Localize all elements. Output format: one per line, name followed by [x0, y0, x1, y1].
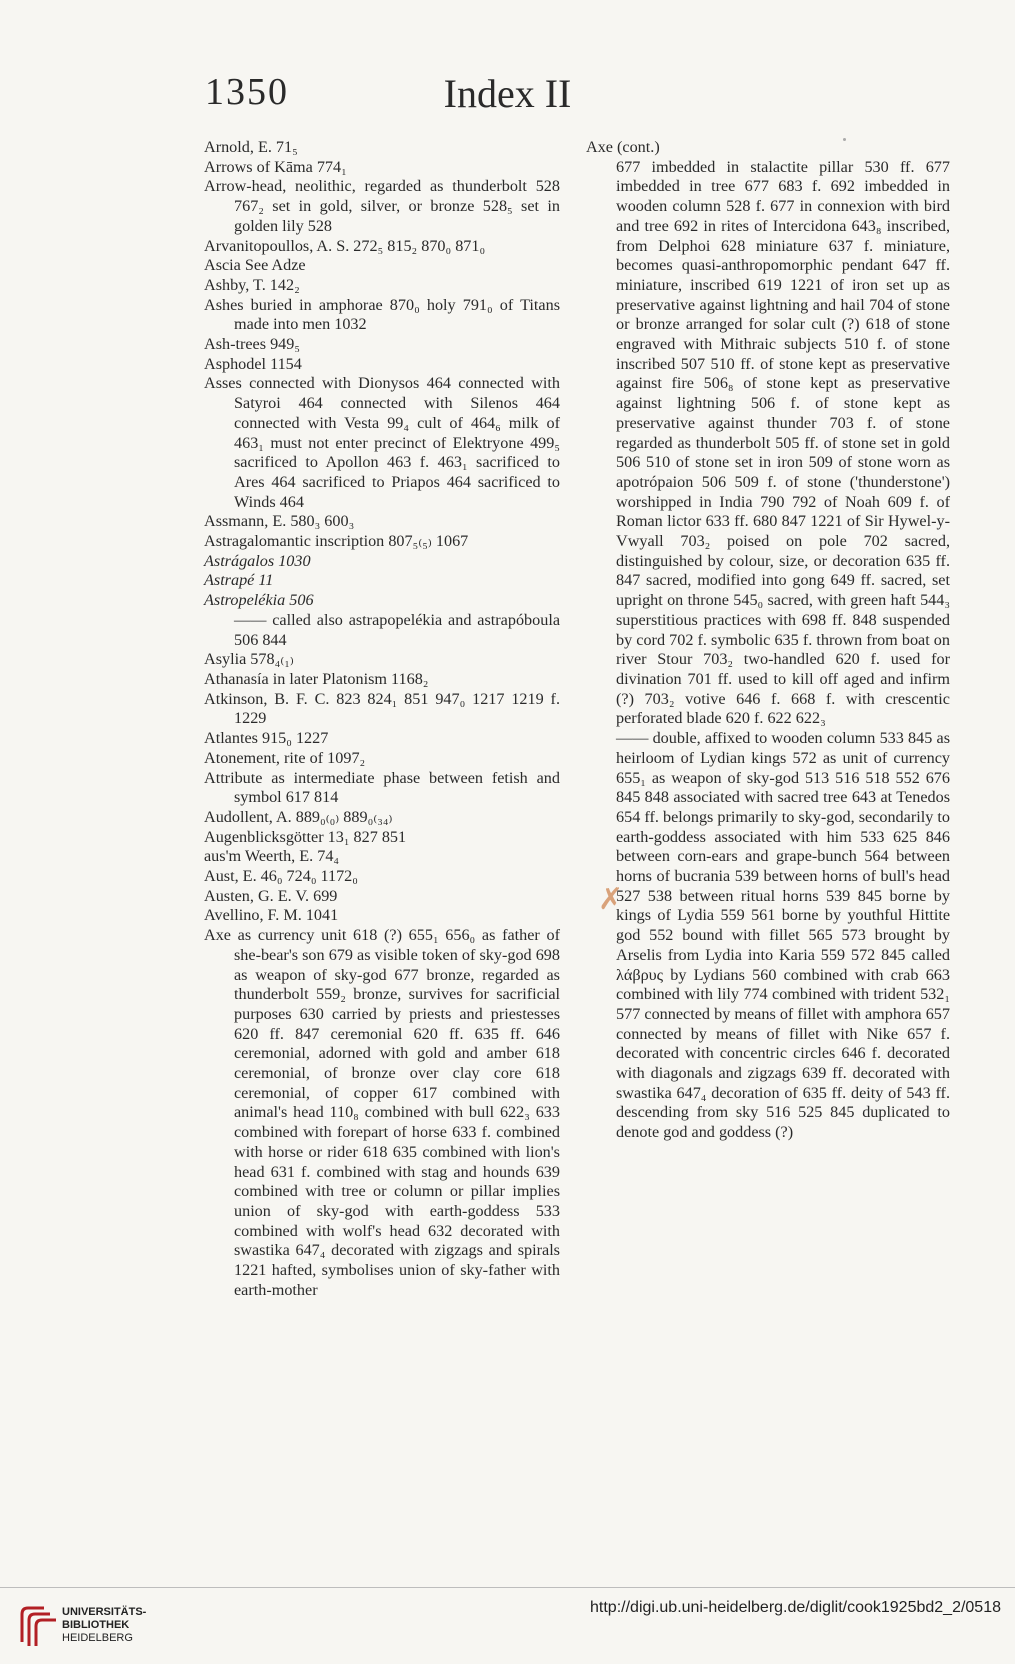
- index-entry: Ashby, T. 142₂: [204, 275, 300, 294]
- right-column: [586, 138, 950, 1143]
- page-title: Index II: [443, 71, 572, 116]
- index-entry: Atkinson, B. F. C. 823 824₁ 851 947₀ 1217 1219 f. 1229: [204, 689, 560, 728]
- index-entry: Ascia See Adze: [204, 256, 306, 275]
- index-entry: Arvanitopoullos, A. S. 272₅ 815₂ 870₀ 871₀: [204, 236, 486, 255]
- index-entry: Asses connected with Dionysos 464 connected with Satyroi 464 connected with Silenos 464 connected with Vesta 99₄ cult of 464₆ milk of 463₁ must not enter precinct of Elektryone 499₅ sacrificed to Apollon 463 f. 463₁ sacrificed to Ares 464 sacrificed to Priapos 464 sacrificed to Winds 464: [204, 374, 560, 511]
- index-entry: Audollent, A. 889₀₍₀₎ 889₀₍₃₄₎: [204, 807, 393, 826]
- footer-divider: [0, 1587, 1015, 1588]
- index-entry: Astragalomantic inscription 807₅₍₅₎ 1067: [204, 532, 469, 551]
- index-entry: Arrows of Kāma 774₁: [204, 157, 347, 176]
- library-line-3: HEIDELBERG: [62, 1632, 133, 1644]
- index-entry: Aust, E. 46₀ 724₀ 1172₀: [204, 867, 358, 886]
- index-entry: Arnold, E. 71₅: [204, 138, 298, 156]
- index-entry: Asylia 578₄₍₁₎: [204, 650, 294, 669]
- index-entry: Assmann, E. 580₃ 600₃: [204, 512, 355, 531]
- index-entry: aus'm Weerth, E. 74₄: [204, 847, 340, 866]
- index-entry: Astrapé 11: [204, 571, 274, 590]
- index-entry: Ash-trees 949₅: [204, 335, 301, 354]
- index-entry: Avellino, F. M. 1041: [204, 906, 339, 925]
- index-entry: Atlantes 915₀ 1227: [204, 729, 329, 748]
- index-entry: Augenblicksgötter 13₁ 827 851: [204, 827, 407, 846]
- index-sub-entry: —— called also astrapopelékia and astrapóboula 506 844: [234, 610, 560, 649]
- index-entry: Attribute as intermediate phase between fetish and symbol 617 814: [204, 768, 560, 807]
- library-line-2: BIBLIOTHEK: [62, 1619, 130, 1631]
- library-name: [62, 1606, 146, 1645]
- index-entry: Astropelékia 506: [204, 591, 314, 610]
- index-sub-entry: —— double, affixed to wooden column 533 845 as heirloom of Lydian kings 572 as unit of currency 655₁ as weapon of sky-god 513 516 518 552 676 845 848 associated with sacred tree 643 at Tenedos 654 ff. belongs primarily to sky-god, secondarily to earth-goddess associated with him 533 625 846 between corn-ears and grape-bunch 564 between horns of bucrania 539 between horns of bull's head 527 538 between ritual horns 539 845 borne by kings of Lydia 559 561 borne by youthful Hittite god 552 bound with fillet 565 573 brought by Arselis from Lydia into Karia 559 572 845 called λάβρυς by Lydians 560 combined with crab 663 combined with lily 774 combined with trident 532₁ 577 connected by means of fillet with amphora 657 connected by means of fillet with Nike 657 f. decorated with concentric circles 646 f. decorated with diagonals and zigzags 639 ff. decorated with swastika 647₄ decoration of 635 ff. deity of 543 ff. descending from sky 516 525 845 duplicated to denote god and goddess (?): [616, 729, 950, 1142]
- index-continued-body: 677 imbedded in stalactite pillar 530 ff. 677 imbedded in tree 677 683 f. 692 imbedded in wooden column 528 f. 677 in connexion with bird and tree 692 in rites of Intercidona 643₈ inscribed, from Delphoi 628 miniature 637 f. miniature, becomes quasi-anthropomorphic pendant 647 ff. miniature, inscribed 619 1221 of iron set up as preservative against lightning and hail 704 of stone or bronze arranged for solar cult (?) 618 of stone engraved with Mithraic subjects 510 f. of stone inscribed 507 510 ff. of stone kept as preservative against fire 506₈ of stone kept as preservative against lightning 506 f. of stone kept as preservative against thunder 703 f. of stone regarded as thunderbolt 505 ff. of stone set in gold 506 510 of stone set in iron 509 of stone worn as apotrópaion 506 509 f. of stone ('thunderstone') worshipped in India 790 792 of Noah 609 f. of Roman lictor 633 ff. 680 847 1221 of Sir Hywel-y-Vwyall 703₂ poised on pole 702 sacred, distinguished by colour, size, or decoration 635 ff. 847 sacred, modified into gong 649 ff. sacred, set upright on throne 545₀ sacred, with green haft 544₃ superstitious practices with 698 ff. 848 suspended by cord 702 f. symbolic 635 f. thrown from boat on river Stour 703₂ two-handled 620 f. used for divination 701 ff. used to kill off aged and infirm (?) 703₂ votive 646 f. 668 f. with crescentic perforated blade 620 f. 622 622₃: [616, 157, 950, 728]
- index-entry: Asphodel 1154: [204, 354, 302, 373]
- index-entry: Atonement, rite of 1097₂: [204, 748, 366, 767]
- library-logo-icon: [14, 1602, 64, 1652]
- pencil-mark-icon: ✗: [598, 882, 624, 917]
- index-entry: Arrow-head, neolithic, regarded as thunderbolt 528 767₂ set in gold, silver, or bronze 528₅ set in golden lily 528: [204, 177, 560, 235]
- index-entry: Athanasía in later Platonism 1168₂: [204, 669, 429, 688]
- index-entry: Austen, G. E. V. 699: [204, 886, 338, 905]
- left-column: [204, 138, 560, 1300]
- source-url[interactable]: http://digi.ub.uni-heidelberg.de/diglit/cook1925bd2_2/0518: [590, 1599, 1001, 1616]
- index-continued-heading: Axe (cont.): [586, 138, 660, 156]
- index-entry: Astrágalos 1030: [204, 551, 311, 570]
- library-line-1: UNIVERSITÄTS-: [62, 1606, 147, 1618]
- index-entry: Axe as currency unit 618 (?) 655₁ 656₀ as father of she-bear's son 679 as visible token of sky-god 698 as weapon of sky-god 677 bronze, regarded as thunderbolt 559₂ bronze, survives for sacrificial purposes 630 carried by priests and priestesses 620 ff. 847 ceremonial 620 ff. 635 ff. 646 ceremonial, adorned with gold and amber 618 ceremonial, of bronze over clay core 618 ceremonial, of copper 617 combined with animal's head 110₈ combined with bull 622₃ 633 combined with forepart of horse 633 f. combined with horse or rider 618 635 combined with lion's head 631 f. combined with stag and hounds 639 combined with tree or column or pillar implies union of sky-god with earth-goddess 533 combined with wolf's head 632 decorated with swastika 647₄ decorated with zigzags and spirals 1221 hafted, symbolises union of sky-father with earth-mother: [204, 926, 560, 1299]
- index-entry: Ashes buried in amphorae 870₀ holy 791₀ of Titans made into men 1032: [204, 295, 560, 334]
- page-number: 1350: [205, 71, 289, 113]
